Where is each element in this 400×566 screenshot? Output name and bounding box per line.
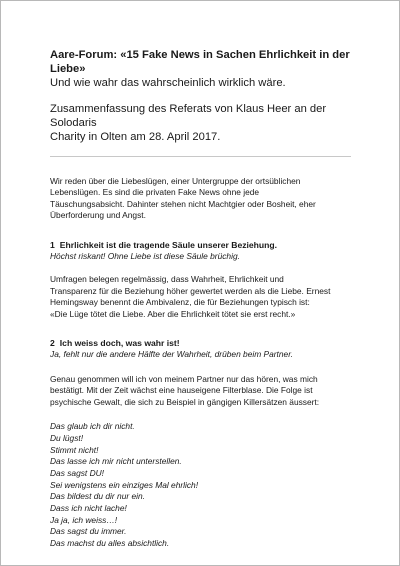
section-2-heading: 2 Ich weiss doch, was wahr ist! — [50, 338, 180, 349]
text-line: Überforderung und Angst. — [50, 210, 146, 221]
section-1-paragraph — [50, 274, 372, 320]
section-2-subheading: Ja, fehlt nur die andere Hälfte der Wahrheit, drüben beim Partner. — [50, 349, 294, 360]
text-line: Transparenz für die Beziehung höher gewertet werden als die Liebe. Ernest — [50, 285, 331, 296]
text-line: psychische Gewalt, die sich zu Beispiel in gängigen Killersätzen äussert: — [50, 396, 320, 407]
text-line: Täuschungsabsicht. Dahinter stehen nicht Machtgier oder Bosheit, eher — [50, 198, 316, 209]
quote-line: Dass ich nicht lache! — [50, 503, 127, 514]
intro-paragraph — [50, 176, 372, 222]
text-line: Wir reden über die Liebeslügen, einer Untergruppe der ortsüblichen — [50, 176, 301, 186]
section-1-heading: 1 Ehrlichkeit ist die tragende Säule unserer Beziehung. — [50, 239, 278, 250]
text-line: «Die Lüge tötet die Liebe. Aber die Ehrlichkeit tötet sie erst recht.» — [50, 308, 296, 319]
quote-line: Sei wenigstens ein einziges Mal ehrlich! — [50, 479, 199, 490]
document-content — [50, 48, 372, 550]
summary-line: Charity in Olten am 28. April 2017. — [50, 131, 221, 143]
text-line: Genau genommen will ich von meinem Partner nur das hören, was mich — [50, 373, 318, 384]
quote-line: Das bildest du dir nur ein. — [50, 491, 145, 502]
document-subtitle: Und wie wahr das wahrscheinlich wirklich wäre. — [50, 77, 286, 89]
text-line: Hemingsway benennt die Ambivalenz, die für Beziehungen typisch ist: — [50, 297, 310, 308]
summary-block — [50, 102, 372, 144]
section-1-subheading: Höchst riskant! Ohne Liebe ist diese Säule brüchig. — [50, 251, 240, 262]
document-title: Aare-Forum: «15 Fake News in Sachen Ehrlichkeit in der Liebe» — [50, 49, 350, 75]
quote-line: Das glaub ich dir nicht. — [50, 421, 135, 432]
quote-line: Du lügst! — [50, 432, 84, 443]
section-2 — [50, 338, 372, 550]
quote-line: Das lasse ich mir nicht unterstellen. — [50, 456, 182, 467]
quote-line: Das sagst du immer. — [50, 526, 127, 537]
killer-sentence-list — [50, 421, 372, 550]
section-2-paragraph — [50, 374, 372, 408]
section-1 — [50, 240, 372, 320]
quote-line: Ja ja, ich weiss…! — [50, 514, 118, 525]
quote-line: Stimmt nicht! — [50, 444, 99, 455]
quote-line: Das sagst DU! — [50, 467, 104, 478]
summary-line: Zusammenfassung des Referats von Klaus Heer an der Solodaris — [50, 103, 327, 129]
divider-rule — [50, 156, 351, 157]
text-line: Umfragen belegen regelmässig, dass Wahrheit, Ehrlichkeit und — [50, 274, 284, 285]
text-line: bestätigt. Mit der Zeit wächst eine hauseigene Filterblase. Die Folge ist — [50, 385, 313, 396]
quote-line: Das machst du alles absichtlich. — [50, 538, 170, 549]
text-line: Lebenslügen. Es sind die privaten Fake News ohne jede — [50, 187, 260, 198]
